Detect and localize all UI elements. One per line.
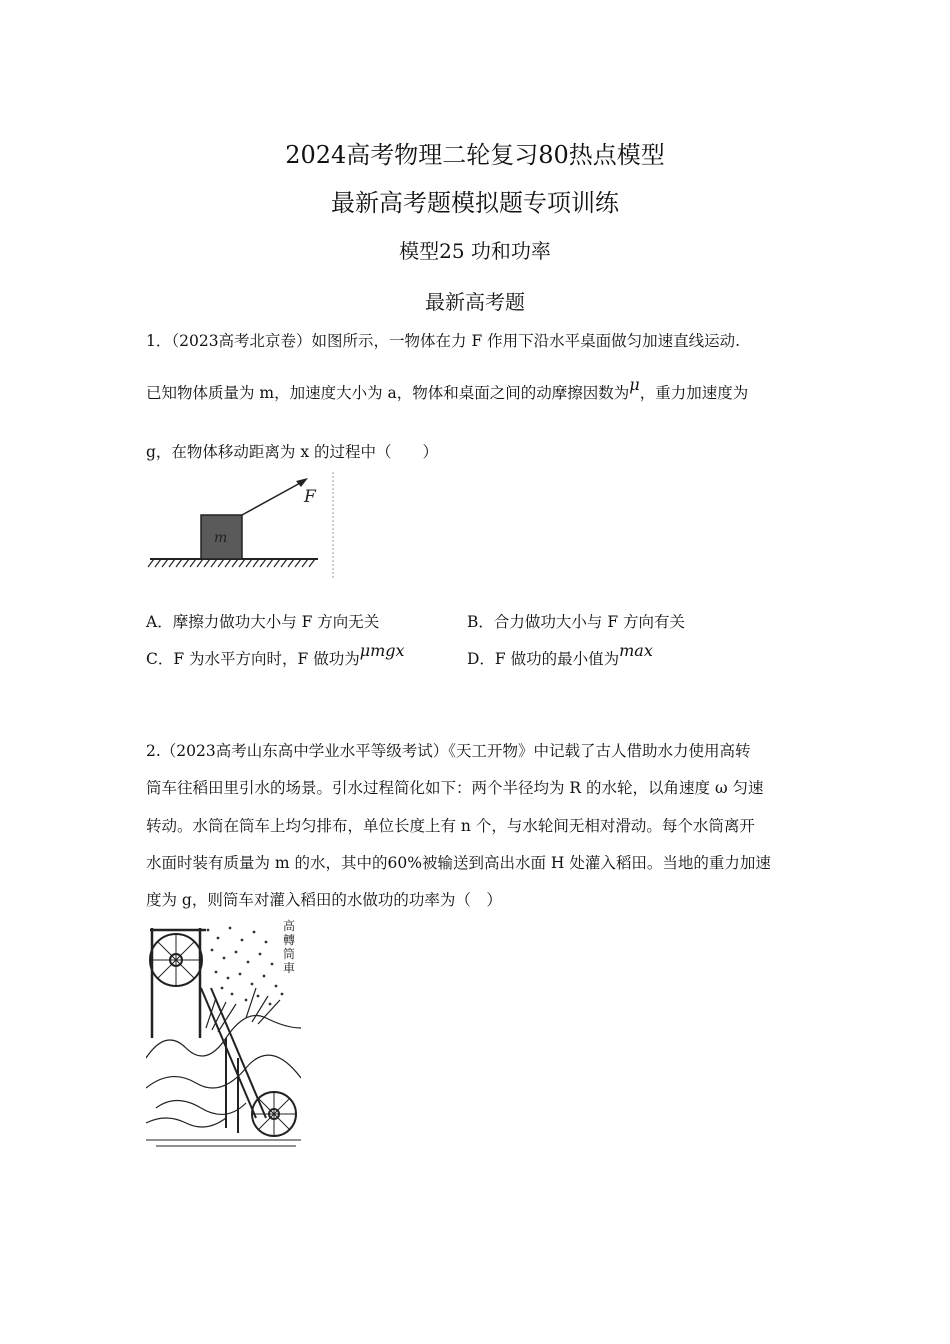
caption-char-4: 車 [283,961,296,975]
figure-caption [283,918,295,975]
q1-figure-block-on-table [146,470,341,580]
q2-figure-water-wheel-woodcut [146,918,301,1150]
q1-option-c-text: C．F 为水平方向时，F 做功为 [146,650,360,668]
q2-line-2: 筒车往稻田里引水的场景。引水过程简化如下：两个半径均为 R 的水轮，以角速度 ω 匀速 [146,779,764,797]
q1-option-b: B．合力做功大小与 F 方向有关 [467,613,685,631]
document-subtitle: 最新高考题模拟题专项训练 [331,189,619,217]
q2-line-4: 水面时装有质量为 m 的水，其中的60%被输送到高出水面 H 处灌入稻田。当地的重力加速 [146,854,771,872]
q1-line-3: g，在物体移动距离为 x 的过程中（ ） [146,443,439,461]
mu-symbol: μ [629,375,640,394]
caption-char-2: 轉 [283,933,296,947]
document-title: 2024高考物理二轮复习80热点模型 [285,141,665,169]
q2-line-3: 转动。水筒在筒车上均匀排布，单位长度上有 n 个，与水轮间无相对滑动。每个水筒离开 [146,817,755,835]
mass-label: m [214,530,228,546]
model-title: 模型25 功和功率 [399,239,551,263]
q1-line-2-tail: ，重力加速度为 [639,384,749,402]
section-heading: 最新高考题 [425,290,525,314]
force-arrow-shaft [242,482,302,515]
force-arrow-head [296,478,308,487]
q1-line-2-text: 已知物体质量为 m，加速度大小为 a，物体和桌面之间的动摩擦因数为 [146,384,630,402]
q1-option-c-formula: μmgx [359,641,405,660]
q2-line-1: 2.（2023高考山东高中学业水平等级考试）《天工开物》中记载了古人借助水力使用高转 [146,742,751,760]
table-hatching [148,559,315,567]
q1-option-d [467,641,653,669]
upper-wheel [150,934,202,986]
q2-line-5: 度为 g，则筒车对灌入稻田的水做功的功率为（ ） [146,891,502,909]
q1-option-d-formula: max [619,641,653,660]
caption-char-1: 高 [283,919,296,933]
q1-option-a: A．摩擦力做功大小与 F 方向无关 [146,613,380,631]
q1-option-c [146,641,405,669]
lower-wheel [252,1092,296,1136]
q1-line-2 [146,375,749,403]
q1-option-d-text: D．F 做功的最小值为 [467,650,620,668]
caption-char-3: 筒 [283,947,296,961]
force-label: F [304,487,316,507]
q1-line-1: 1．（2023高考北京卷）如图所示，一物体在力 F 作用下沿水平桌面做匀加速直线运动. [146,332,741,350]
